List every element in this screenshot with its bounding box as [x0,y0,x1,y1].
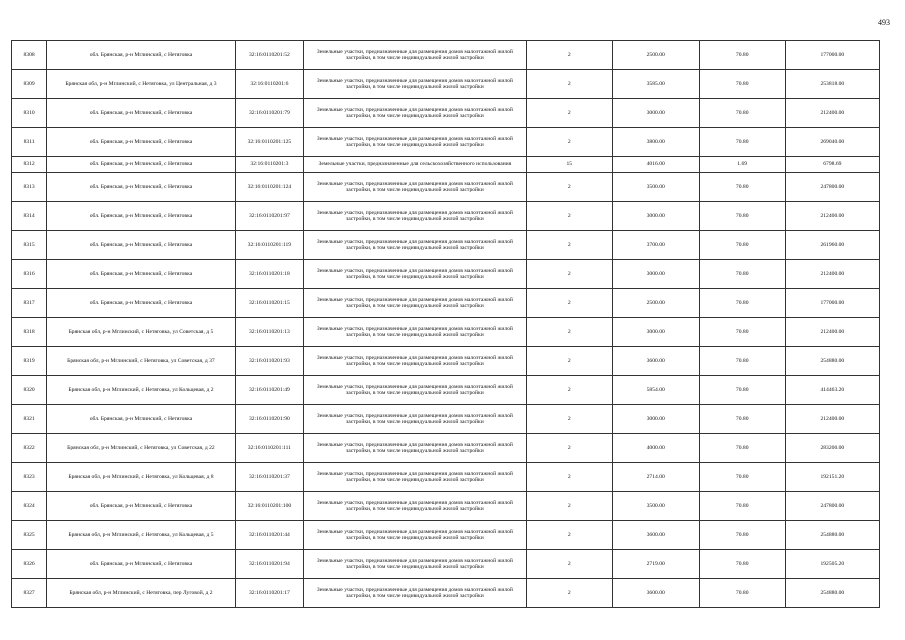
row-number-cell: 8316 [12,260,47,289]
address-cell: обл. Брянская, р-н Мглинский, с Нетяговка [47,405,236,434]
permitted-use-cell: Земельные участки, предназначенные для размещения домов малоэтажной жилой застройки, в том числе индивидуальной жилой застройки [304,579,527,608]
address-cell: Брянская обл, р-н Мглинский, с Нетяговка, ул Кольцевая, д 5 [47,521,236,550]
cadastral-value-cell: 254880.00 [785,347,879,376]
permitted-use-cell: Земельные участки, предназначенные для размещения домов малоэтажной жилой застройки, в том числе индивидуальной жилой застройки [304,347,527,376]
cadastral-number-cell: 32:16:0110201:18 [235,260,303,289]
cadastral-number-cell: 32:16:0110201:52 [235,41,303,70]
area-cell: 4000.00 [612,434,699,463]
row-number-cell: 8319 [12,347,47,376]
permitted-use-cell: Земельные участки, предназначенные для размещения домов малоэтажной жилой застройки, в том числе индивидуальной жилой застройки [304,550,527,579]
cadastral-value-cell: 212400.00 [785,99,879,128]
cadastral-value-cell: 212400.00 [785,260,879,289]
use-category-cell: 2 [526,99,612,128]
cadastral-value-cell: 212400.00 [785,202,879,231]
area-cell: 3000.00 [612,99,699,128]
cadastral-value-cell: 212400.00 [785,405,879,434]
row-number-cell: 8322 [12,434,47,463]
cadastral-number-cell: 32:16:0110201:97 [235,202,303,231]
address-cell: обл. Брянская, р-н Мглинский, с Нетяговка [47,157,236,173]
specific-value-cell: 70.80 [699,202,785,231]
land-plots-table [11,40,880,608]
area-cell: 3500.00 [612,173,699,202]
row-number-cell: 8323 [12,463,47,492]
row-number-cell: 8327 [12,579,47,608]
row-number-cell: 8313 [12,173,47,202]
specific-value-cell: 70.80 [699,99,785,128]
address-cell: обл. Брянская, р-н Мглинский, с Нетяговка [47,128,236,157]
use-category-cell: 2 [526,550,612,579]
permitted-use-cell: Земельные участки, предназначенные для размещения домов малоэтажной жилой застройки, в том числе индивидуальной жилой застройки [304,260,527,289]
table-row [12,463,880,492]
use-category-cell: 2 [526,347,612,376]
use-category-cell: 2 [526,70,612,99]
area-cell: 3600.00 [612,347,699,376]
address-cell: Брянская обл, р-н Мглинский, с Нетяговка, пер Луговой, д 2 [47,579,236,608]
specific-value-cell: 70.80 [699,289,785,318]
permitted-use-cell: Земельные участки, предназначенные для размещения домов малоэтажной жилой застройки, в том числе индивидуальной жилой застройки [304,99,527,128]
specific-value-cell: 70.80 [699,260,785,289]
table-row [12,157,880,173]
cadastral-number-cell: 32:16:0110201:44 [235,521,303,550]
cadastral-number-cell: 32:16:0110201:3 [235,157,303,173]
cadastral-number-cell: 32:16:0110201:125 [235,128,303,157]
cadastral-number-cell: 32:16:0110201:49 [235,376,303,405]
permitted-use-cell: Земельные участки, предназначенные для размещения домов малоэтажной жилой застройки, в том числе индивидуальной жилой застройки [304,521,527,550]
area-cell: 3000.00 [612,405,699,434]
cadastral-number-cell: 32:16:0110201:79 [235,99,303,128]
specific-value-cell: 70.80 [699,70,785,99]
use-category-cell: 2 [526,289,612,318]
cadastral-number-cell: 32:16:0110201:100 [235,492,303,521]
table-row [12,70,880,99]
row-number-cell: 8311 [12,128,47,157]
use-category-cell: 2 [526,492,612,521]
specific-value-cell: 70.80 [699,521,785,550]
cadastral-number-cell: 32:16:0110201:94 [235,550,303,579]
row-number-cell: 8310 [12,99,47,128]
address-cell: обл. Брянская, р-н Мглинский, с Нетяговка [47,202,236,231]
table-row [12,347,880,376]
area-cell: 4016.00 [612,157,699,173]
area-cell: 3600.00 [612,579,699,608]
row-number-cell: 8321 [12,405,47,434]
cadastral-value-cell: 254880.00 [785,521,879,550]
permitted-use-cell: Земельные участки, предназначенные для размещения домов малоэтажной жилой застройки, в том числе индивидуальной жилой застройки [304,376,527,405]
address-cell: обл. Брянская, р-н Мглинский, с Нетяговка [47,173,236,202]
specific-value-cell: 70.80 [699,231,785,260]
table-row [12,128,880,157]
cadastral-number-cell: 32:16:0110201:37 [235,463,303,492]
area-cell: 3600.00 [612,521,699,550]
address-cell: обл. Брянская, р-н Мглинский, с Нетяговка [47,289,236,318]
row-number-cell: 8309 [12,70,47,99]
permitted-use-cell: Земельные участки, предназначенные для размещения домов малоэтажной жилой застройки, в том числе индивидуальной жилой застройки [304,231,527,260]
permitted-use-cell: Земельные участки, предназначенные для размещения домов малоэтажной жилой застройки, в том числе индивидуальной жилой застройки [304,492,527,521]
table-row [12,173,880,202]
cadastral-value-cell: 283200.00 [785,434,879,463]
use-category-cell: 2 [526,128,612,157]
address-cell: обл. Брянская, р-н Мглинский, с Нетяговка [47,492,236,521]
use-category-cell: 15 [526,157,612,173]
use-category-cell: 2 [526,318,612,347]
permitted-use-cell: Земельные участки, предназначенные для размещения домов малоэтажной жилой застройки, в том числе индивидуальной жилой застройки [304,289,527,318]
cadastral-number-cell: 32:16:0110201:15 [235,289,303,318]
permitted-use-cell: Земельные участки, предназначенные для размещения домов малоэтажной жилой застройки, в том числе индивидуальной жилой застройки [304,318,527,347]
table-row [12,202,880,231]
table-row [12,579,880,608]
specific-value-cell: 70.80 [699,579,785,608]
specific-value-cell: 70.80 [699,492,785,521]
specific-value-cell: 70.80 [699,41,785,70]
cadastral-value-cell: 6798.69 [785,157,879,173]
cadastral-number-cell: 32:16:0110201:90 [235,405,303,434]
cadastral-value-cell: 177000.00 [785,289,879,318]
address-cell: обл. Брянская, р-н Мглинский, с Нетяговка [47,99,236,128]
address-cell: обл. Брянская, р-н Мглинский, с Нетяговка [47,231,236,260]
table-row [12,376,880,405]
area-cell: 2719.00 [612,550,699,579]
area-cell: 2500.00 [612,289,699,318]
area-cell: 3000.00 [612,318,699,347]
permitted-use-cell: Земельные участки, предназначенные для сельскохозяйственного использования [304,157,527,173]
cadastral-value-cell: 192151.20 [785,463,879,492]
cadastral-value-cell: 247800.00 [785,173,879,202]
permitted-use-cell: Земельные участки, предназначенные для размещения домов малоэтажной жилой застройки, в том числе индивидуальной жилой застройки [304,434,527,463]
area-cell: 3800.00 [612,128,699,157]
cadastral-number-cell: 32:16:0110201:93 [235,347,303,376]
area-cell: 2714.00 [612,463,699,492]
use-category-cell: 2 [526,376,612,405]
area-cell: 3000.00 [612,260,699,289]
area-cell: 3585.00 [612,70,699,99]
use-category-cell: 2 [526,463,612,492]
specific-value-cell: 70.80 [699,434,785,463]
use-category-cell: 2 [526,202,612,231]
use-category-cell: 2 [526,260,612,289]
cadastral-value-cell: 261960.00 [785,231,879,260]
address-cell: Брянская обл, р-н Мглинский, с Нетяговка, ул Советская, д 5 [47,318,236,347]
table-row [12,492,880,521]
row-number-cell: 8315 [12,231,47,260]
area-cell: 2500.00 [612,41,699,70]
table-row [12,550,880,579]
permitted-use-cell: Земельные участки, предназначенные для размещения домов малоэтажной жилой застройки, в том числе индивидуальной жилой застройки [304,70,527,99]
table-row [12,41,880,70]
use-category-cell: 2 [526,173,612,202]
use-category-cell: 2 [526,41,612,70]
use-category-cell: 2 [526,405,612,434]
specific-value-cell: 70.80 [699,347,785,376]
table-body [12,41,880,608]
specific-value-cell: 1.69 [699,157,785,173]
area-cell: 3500.00 [612,492,699,521]
use-category-cell: 2 [526,231,612,260]
cadastral-number-cell: 32:16:0110201:124 [235,173,303,202]
address-cell: обл. Брянская, р-н Мглинский, с Нетяговка [47,260,236,289]
permitted-use-cell: Земельные участки, предназначенные для размещения домов малоэтажной жилой застройки, в том числе индивидуальной жилой застройки [304,41,527,70]
permitted-use-cell: Земельные участки, предназначенные для размещения домов малоэтажной жилой застройки, в том числе индивидуальной жилой застройки [304,128,527,157]
specific-value-cell: 70.80 [699,318,785,347]
use-category-cell: 2 [526,579,612,608]
area-cell: 3700.00 [612,231,699,260]
cadastral-value-cell: 253818.00 [785,70,879,99]
cadastral-value-cell: 254880.00 [785,579,879,608]
permitted-use-cell: Земельные участки, предназначенные для размещения домов малоэтажной жилой застройки, в том числе индивидуальной жилой застройки [304,405,527,434]
row-number-cell: 8325 [12,521,47,550]
address-cell: Брянская обл, р-н Мглинский, с Нетяговка, ул Центральная, д 3 [47,70,236,99]
address-cell: обл. Брянская, р-н Мглинский, с Нетяговка [47,550,236,579]
table-row [12,521,880,550]
row-number-cell: 8326 [12,550,47,579]
row-number-cell: 8324 [12,492,47,521]
table-row [12,260,880,289]
table-row [12,318,880,347]
row-number-cell: 8314 [12,202,47,231]
address-cell: Брянская обл, р-н Мглинский, с Нетяговка, ул Кольцевая, д 2 [47,376,236,405]
row-number-cell: 8308 [12,41,47,70]
specific-value-cell: 70.80 [699,405,785,434]
table-row [12,99,880,128]
cadastral-number-cell: 32:16:0110201:111 [235,434,303,463]
row-number-cell: 8320 [12,376,47,405]
address-cell: Брянская обл, р-н Мглинский, с Нетяговка, ул Советская, д 37 [47,347,236,376]
address-cell: Брянская обл, р-н Мглинский, с Нетяговка, ул Кольцевая, д 8 [47,463,236,492]
table-row [12,231,880,260]
table-row [12,434,880,463]
specific-value-cell: 70.80 [699,128,785,157]
cadastral-number-cell: 32:16:0110201:119 [235,231,303,260]
cadastral-value-cell: 177000.00 [785,41,879,70]
specific-value-cell: 70.80 [699,173,785,202]
table-row [12,289,880,318]
cadastral-value-cell: 269040.00 [785,128,879,157]
table-row [12,405,880,434]
use-category-cell: 2 [526,434,612,463]
area-cell: 5854.00 [612,376,699,405]
address-cell: Брянская обл, р-н Мглинский, с Нетяговка, ул Советская, д 22 [47,434,236,463]
cadastral-value-cell: 414463.20 [785,376,879,405]
row-number-cell: 8318 [12,318,47,347]
cadastral-value-cell: 247800.00 [785,492,879,521]
cadastral-value-cell: 212400.00 [785,318,879,347]
address-cell: обл. Брянская, р-н Мглинский, с Нетяговка [47,41,236,70]
permitted-use-cell: Земельные участки, предназначенные для размещения домов малоэтажной жилой застройки, в том числе индивидуальной жилой застройки [304,463,527,492]
row-number-cell: 8312 [12,157,47,173]
cadastral-number-cell: 32:16:0110201:6 [235,70,303,99]
cadastral-number-cell: 32:16:0110201:13 [235,318,303,347]
cadastral-value-cell: 192505.20 [785,550,879,579]
area-cell: 3000.00 [612,202,699,231]
permitted-use-cell: Земельные участки, предназначенные для размещения домов малоэтажной жилой застройки, в том числе индивидуальной жилой застройки [304,173,527,202]
page-number: 493 [878,18,890,27]
row-number-cell: 8317 [12,289,47,318]
cadastral-number-cell: 32:16:0110201:17 [235,579,303,608]
specific-value-cell: 70.80 [699,550,785,579]
use-category-cell: 2 [526,521,612,550]
permitted-use-cell: Земельные участки, предназначенные для размещения домов малоэтажной жилой застройки, в том числе индивидуальной жилой застройки [304,202,527,231]
specific-value-cell: 70.80 [699,376,785,405]
specific-value-cell: 70.80 [699,463,785,492]
